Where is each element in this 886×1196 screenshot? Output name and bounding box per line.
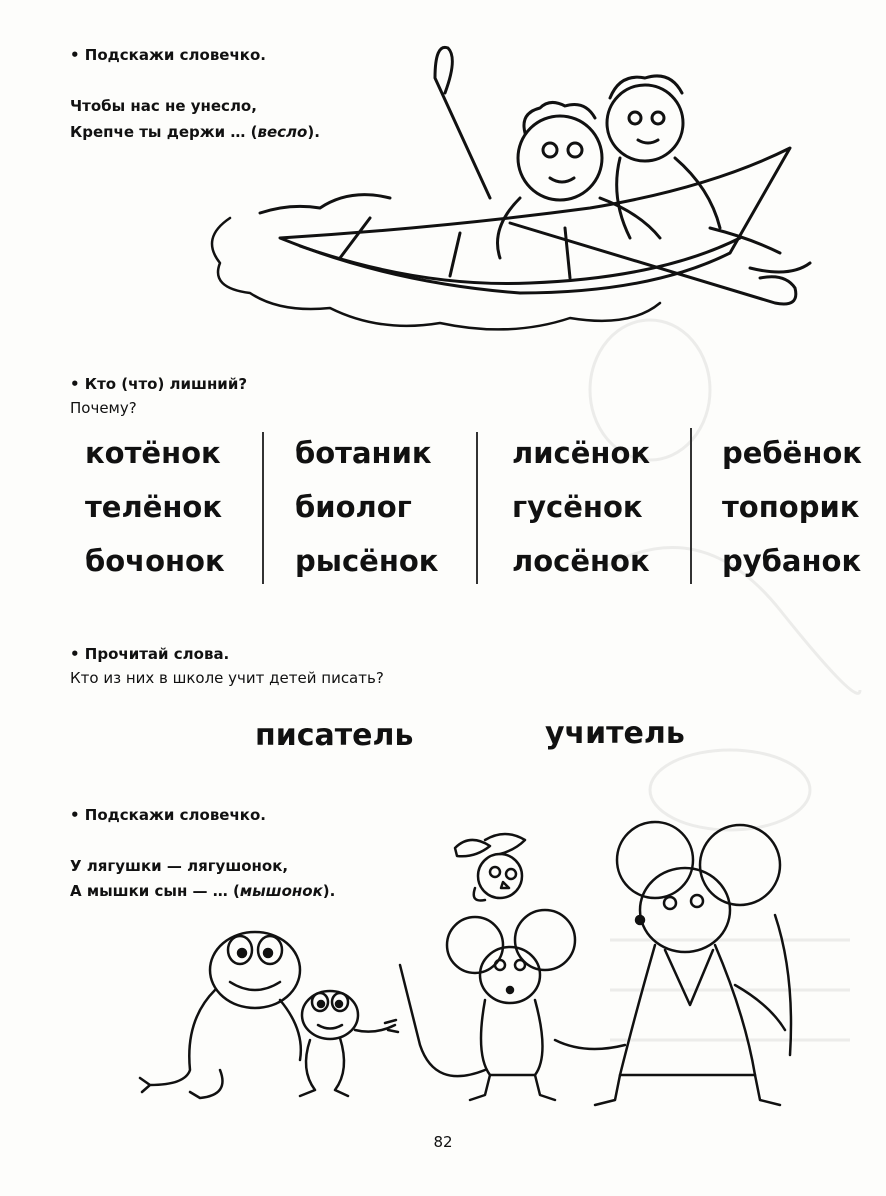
- word: ботаник: [295, 436, 432, 470]
- riddle-text-end: ).: [322, 882, 336, 900]
- word-column-1: [85, 426, 225, 588]
- column-divider: [476, 432, 478, 584]
- section-question: Кто из них в школе учит детей писать?: [70, 669, 384, 687]
- word: топорик: [722, 490, 860, 524]
- word: рысёнок: [295, 544, 439, 578]
- riddle-answer: мышонок: [239, 882, 323, 900]
- word: лосёнок: [512, 544, 650, 578]
- word-writer: писатель: [255, 718, 414, 753]
- column-divider: [690, 428, 692, 584]
- word-teacher: учитель: [545, 716, 685, 751]
- mother-mouse-and-baby-mouse-illustration: [395, 815, 805, 1110]
- riddle-text-end: ).: [307, 123, 320, 141]
- column-divider: [262, 432, 264, 584]
- word: ребёнок: [722, 436, 862, 470]
- section-heading: • Прочитай слова.: [70, 645, 230, 663]
- page-number: 82: [433, 1133, 453, 1151]
- riddle-answer: весло: [257, 123, 308, 141]
- frog-and-froglet-illustration: [130, 920, 400, 1105]
- riddle-line: У лягушки — лягушонок,: [70, 857, 289, 875]
- word-column-4: [722, 426, 862, 588]
- word: биолог: [295, 490, 412, 524]
- section-heading: • Подскажи словечко.: [70, 46, 266, 64]
- riddle-line: Чтобы нас не унесло,: [70, 97, 257, 115]
- word-column-3: [512, 426, 650, 588]
- word: бочонок: [85, 544, 225, 578]
- word: котёнок: [85, 436, 221, 470]
- word: гусёнок: [512, 490, 643, 524]
- section-question: Почему?: [70, 399, 137, 417]
- word: телёнок: [85, 490, 223, 524]
- section-heading: • Кто (что) лишний?: [70, 375, 248, 393]
- riddle-line-with-answer: [70, 881, 335, 901]
- word: рубанок: [722, 544, 862, 578]
- section-heading: • Подскажи словечко.: [70, 806, 266, 824]
- riddle-text: А мышки сын — … (: [70, 882, 240, 900]
- riddle-text: Крепче ты держи … (: [70, 123, 258, 141]
- word-column-2: [295, 426, 439, 588]
- boys-rowing-boat-illustration: [190, 38, 820, 343]
- word: лисёнок: [512, 436, 651, 470]
